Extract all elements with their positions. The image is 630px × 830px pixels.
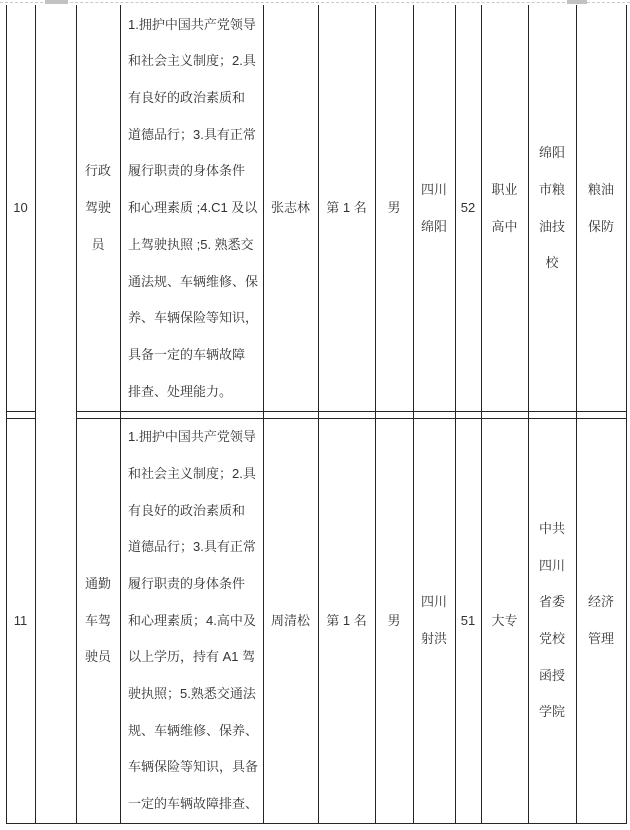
cell-requirements-text: 有良好的政治素质和 xyxy=(128,502,246,518)
cell-requirements-text: 车辆保险等知识，具备 xyxy=(128,759,259,775)
cell-gender-text: 男 xyxy=(387,200,401,216)
cell-graduate-school-text: 四川 xyxy=(538,557,565,573)
cell-requirements-text: 上驾驶执照 ;5. 熟悉交 xyxy=(128,236,254,252)
cell-hometown-text: 四川 xyxy=(420,594,447,610)
cell-education xyxy=(481,6,528,411)
cell-hometown-text: 绵阳 xyxy=(420,218,447,234)
cell-major-text: 经济 xyxy=(587,594,614,610)
cell-requirements-text: 履行职责的身体条件 xyxy=(128,163,246,179)
cell-position-title xyxy=(76,419,120,823)
cell-requirements-text: 有良好的政治素质和 xyxy=(128,90,246,106)
cell-requirements-text: 道德品行；3.具有正常 xyxy=(128,126,256,142)
cell-candidate-name-text: 周清松 xyxy=(270,612,310,628)
cell-major-text: 粮油 xyxy=(587,181,614,197)
cell-hometown-text: 射洪 xyxy=(420,631,447,646)
table-border-vertical xyxy=(626,5,627,823)
cell-gender xyxy=(375,6,413,411)
cell-requirements xyxy=(120,6,263,411)
cell-education-text: 职业 xyxy=(491,181,518,197)
page-break-dashed-line xyxy=(0,2,630,3)
cell-candidate-name-text: 张志林 xyxy=(270,200,310,216)
cell-seq-number-text: 11 xyxy=(13,612,28,628)
cell-age xyxy=(455,6,481,411)
cell-hometown xyxy=(413,6,455,411)
cell-requirements xyxy=(120,419,263,823)
cell-major-text: 管理 xyxy=(587,631,614,646)
cell-education-text: 大专 xyxy=(491,612,518,628)
cell-requirements-text: 以上学历，持有 A1 驾 xyxy=(128,649,256,665)
cell-education xyxy=(481,419,528,823)
cell-requirements-text: 养、车辆保险等知识， xyxy=(128,310,259,326)
cell-major-text: 保防 xyxy=(587,218,614,234)
cell-rank-text: 第 1 名 xyxy=(326,200,367,216)
table-border-horizontal xyxy=(6,823,627,824)
cell-requirements-text: 具备一定的车辆故障 xyxy=(128,346,246,362)
cell-graduate-school-text: 油技 xyxy=(538,218,565,234)
cell-graduate-school-text: 省委 xyxy=(538,594,565,610)
cell-major xyxy=(576,6,626,411)
cell-graduate-school-text: 函授 xyxy=(538,667,565,683)
cell-requirements-text: 和社会主义制度；2.具 xyxy=(128,465,256,481)
cell-age xyxy=(455,419,481,823)
cell-graduate-school-text: 中共 xyxy=(538,520,565,536)
cell-requirements-text: 1.拥护中国共产党领导 xyxy=(128,16,256,32)
cell-requirements-text: 规、车辆维修、保养、 xyxy=(128,722,259,738)
cell-hometown xyxy=(413,419,455,823)
cell-empty xyxy=(35,419,76,823)
cell-graduate-school xyxy=(528,6,576,411)
cell-graduate-school-text: 党校 xyxy=(538,631,565,646)
cell-graduate-school-text: 学院 xyxy=(538,704,565,720)
cell-empty xyxy=(35,6,76,411)
cell-major xyxy=(576,419,626,823)
cell-seq-number xyxy=(6,6,35,411)
cell-candidate-name xyxy=(263,6,318,411)
table-gridline-marker-left xyxy=(45,0,68,4)
cell-graduate-school-text: 校 xyxy=(545,255,559,271)
table-border-horizontal xyxy=(76,411,627,412)
cell-rank-text: 第 1 名 xyxy=(326,612,367,628)
cell-age-text: 52 xyxy=(460,200,476,216)
cell-graduate-school-text: 市粮 xyxy=(538,181,565,197)
cell-position-title xyxy=(76,6,120,411)
cell-graduate-school xyxy=(528,419,576,823)
cell-requirements-text: 履行职责的身体条件 xyxy=(128,575,246,591)
cell-requirements-text: 道德品行；3.具有正常 xyxy=(128,539,256,555)
cell-requirements-text: 通法规、车辆维修、保 xyxy=(128,273,259,289)
cell-position-title-text: 行政 xyxy=(84,163,111,179)
cell-age-text: 51 xyxy=(460,612,476,628)
cell-graduate-school-text: 绵阳 xyxy=(538,145,565,161)
cell-requirements-text: 一定的车辆故障排查、 xyxy=(128,796,259,812)
cell-education-text: 高中 xyxy=(491,218,518,234)
cell-gender xyxy=(375,419,413,823)
cell-position-title-text: 驶员 xyxy=(84,649,111,665)
cell-rank xyxy=(318,419,375,823)
cell-gender-text: 男 xyxy=(387,612,401,628)
cell-position-title-text: 驾驶 xyxy=(84,200,111,216)
cell-requirements-text: 和心理素质 ;4.C1 及以 xyxy=(128,200,258,216)
cell-hometown-text: 四川 xyxy=(420,181,447,197)
cell-position-title-text: 员 xyxy=(91,236,105,252)
cell-position-title-text: 通勤 xyxy=(84,575,111,591)
cell-candidate-name xyxy=(263,419,318,823)
cell-requirements-text: 和心理素质；4.高中及 xyxy=(128,612,256,628)
cell-rank xyxy=(318,6,375,411)
cell-requirements-text: 排查、处理能力。 xyxy=(128,383,233,399)
cell-seq-number xyxy=(6,419,35,823)
cell-position-title-text: 车驾 xyxy=(84,612,111,628)
table-gridline-marker-right xyxy=(567,0,587,4)
cell-requirements-text: 1.拥护中国共产党领导 xyxy=(128,429,256,445)
cell-requirements-text: 和社会主义制度；2.具 xyxy=(128,53,256,69)
cell-requirements-text: 驶执照；5.熟悉交通法 xyxy=(128,686,256,702)
cell-seq-number-text: 10 xyxy=(13,200,28,216)
table-border-horizontal xyxy=(6,411,36,412)
